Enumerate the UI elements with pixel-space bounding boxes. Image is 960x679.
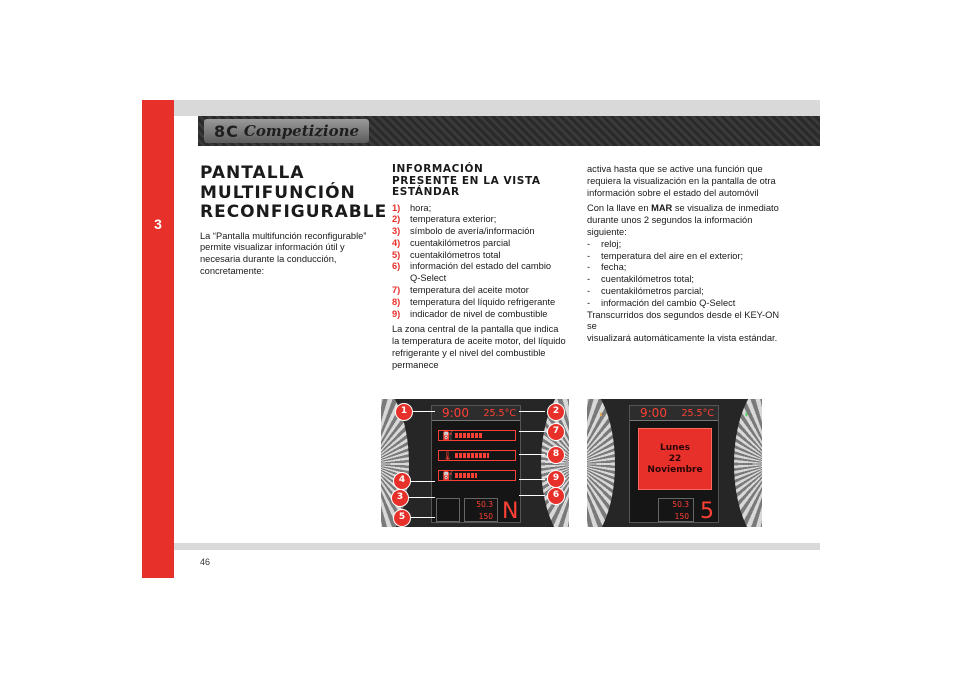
chapter-number: 3 (154, 216, 162, 232)
partial-km-readout: 50.3 (672, 500, 689, 509)
logo-script: Competizione (243, 122, 360, 140)
callout-leader (519, 411, 545, 412)
key-on-paragraph: Con la llave en MAR se visualiza de inmediato durante unos 2 segundos la información siguiente: (587, 203, 779, 237)
coolant-temp-fill (455, 453, 489, 458)
thermometer-icon: 🌡 (442, 451, 454, 461)
info-title (392, 164, 577, 199)
fuel-level-fill (455, 473, 477, 478)
month: Noviembre (647, 464, 703, 475)
list-item: 8) temperatura del líquido refrigerante (392, 296, 556, 307)
gear-indicator: 5 (700, 499, 714, 524)
intro-paragraph: La “Pantalla multifunción reconfigurable” permite visualizar información útil y necesaria durante la conducción, concretamente: (200, 230, 367, 276)
multifunction-display (431, 405, 521, 523)
time-bar (432, 406, 520, 421)
total-km-readout: 150 (674, 512, 689, 521)
clock-readout: 9:00 (640, 406, 667, 420)
callout-5: 5 (393, 509, 411, 527)
fog-light-icon: ◐ (599, 409, 605, 419)
callout-leader (519, 495, 545, 496)
gear-indicator: N (502, 499, 519, 524)
partial-km-readout: 50.3 (476, 500, 493, 509)
weekday: Lunes (659, 442, 690, 453)
time-bar (630, 406, 718, 421)
header-band (174, 100, 820, 116)
list-item: - cuentakilómetros parcial; (587, 285, 704, 296)
list-item: 9) indicador de nivel de combustible (392, 308, 548, 319)
outside-temp-readout: 25.5°C (483, 408, 516, 419)
title-line: PANTALLA (200, 163, 305, 183)
title-line: MULTIFUNCIÓN (200, 182, 356, 203)
callout-3: 3 (391, 489, 409, 507)
callout-2: 2 (547, 403, 565, 421)
list-item: - reloj; (587, 238, 622, 249)
warning-symbol-box (436, 498, 460, 522)
column-1 (200, 163, 388, 278)
day: 22 (668, 453, 682, 464)
callout-1: 1 (395, 403, 413, 421)
fuel-level-bar (438, 470, 516, 481)
title-line: PRESENTE EN LA VISTA (392, 174, 541, 187)
chapter-tab (142, 100, 174, 578)
brand-banner (198, 116, 820, 146)
info-list (392, 203, 577, 321)
central-zone-paragraph: La zona central de la pantalla que indica la temperatura de aceite motor, del líquido refrigerante y el nivel del combustible permanece (392, 324, 566, 370)
oil-temp-bar (438, 430, 516, 441)
dashboard-figure-key-on (587, 399, 762, 527)
logo-letters: 8C (214, 121, 239, 141)
list-item: 5) cuentakilómetros total (392, 249, 501, 260)
list-item: - cuentakilómetros total; (587, 274, 695, 285)
multifunction-display (629, 405, 719, 523)
list-item: 1) hora; (392, 202, 432, 213)
list-item: 6) información del estado del cambio Q-Select (392, 261, 552, 284)
fuel-pump-icon: ⛽ (442, 471, 454, 481)
callout-4: 4 (393, 472, 411, 490)
odometer-box (464, 498, 498, 522)
coolant-temp-bar (438, 450, 516, 461)
total-km-readout: 150 (478, 512, 493, 521)
callout-leader (519, 454, 545, 455)
oil-temp-fill (455, 433, 483, 438)
list-item: - fecha; (587, 262, 627, 273)
continued-paragraph: activa hasta que se active una función que requiera la visualización en la pantalla de otra información sobre el estado del automóvil (587, 164, 776, 198)
callout-9: 9 (547, 470, 565, 488)
key-on-list (587, 239, 787, 310)
oil-can-icon: ⛽ (442, 431, 454, 441)
dashboard-figure-standard (381, 399, 569, 527)
callout-6: 6 (547, 487, 565, 505)
list-item: 4) cuentakilómetros parcial (392, 237, 511, 248)
column-2 (392, 164, 577, 372)
column-3 (587, 164, 787, 345)
footer-band (174, 543, 820, 550)
callout-8: 8 (547, 446, 565, 464)
section-title (200, 163, 388, 223)
list-item: 7) temperatura del aceite motor (392, 285, 529, 296)
list-item: - información del cambio Q-Select (587, 297, 736, 308)
title-line: RECONFIGURABLE (200, 202, 388, 222)
callout-leader (519, 431, 545, 432)
title-line: ESTÁNDAR (392, 186, 460, 198)
date-display (638, 428, 712, 490)
page-number: 46 (200, 557, 211, 567)
callout-7: 7 (547, 423, 565, 441)
list-item: 3) símbolo de avería/información (392, 226, 535, 237)
brand-logo (204, 119, 369, 143)
list-item: - temperatura del aire en el exterior; (587, 250, 744, 261)
standard-view-paragraph: Transcurridos dos segundos desde el KEY-ON se visualizará automáticamente la vista estándar. (587, 309, 780, 344)
odometer-box (658, 498, 694, 522)
low-beam-icon: ◑ (743, 409, 749, 419)
title-line: INFORMACIÓN (392, 163, 484, 175)
callout-leader (519, 479, 545, 480)
clock-readout: 9:00 (442, 406, 469, 420)
outside-temp-readout: 25.5°C (681, 408, 714, 419)
callout-leader (405, 497, 435, 498)
list-item: 2) temperatura exterior; (392, 214, 497, 225)
